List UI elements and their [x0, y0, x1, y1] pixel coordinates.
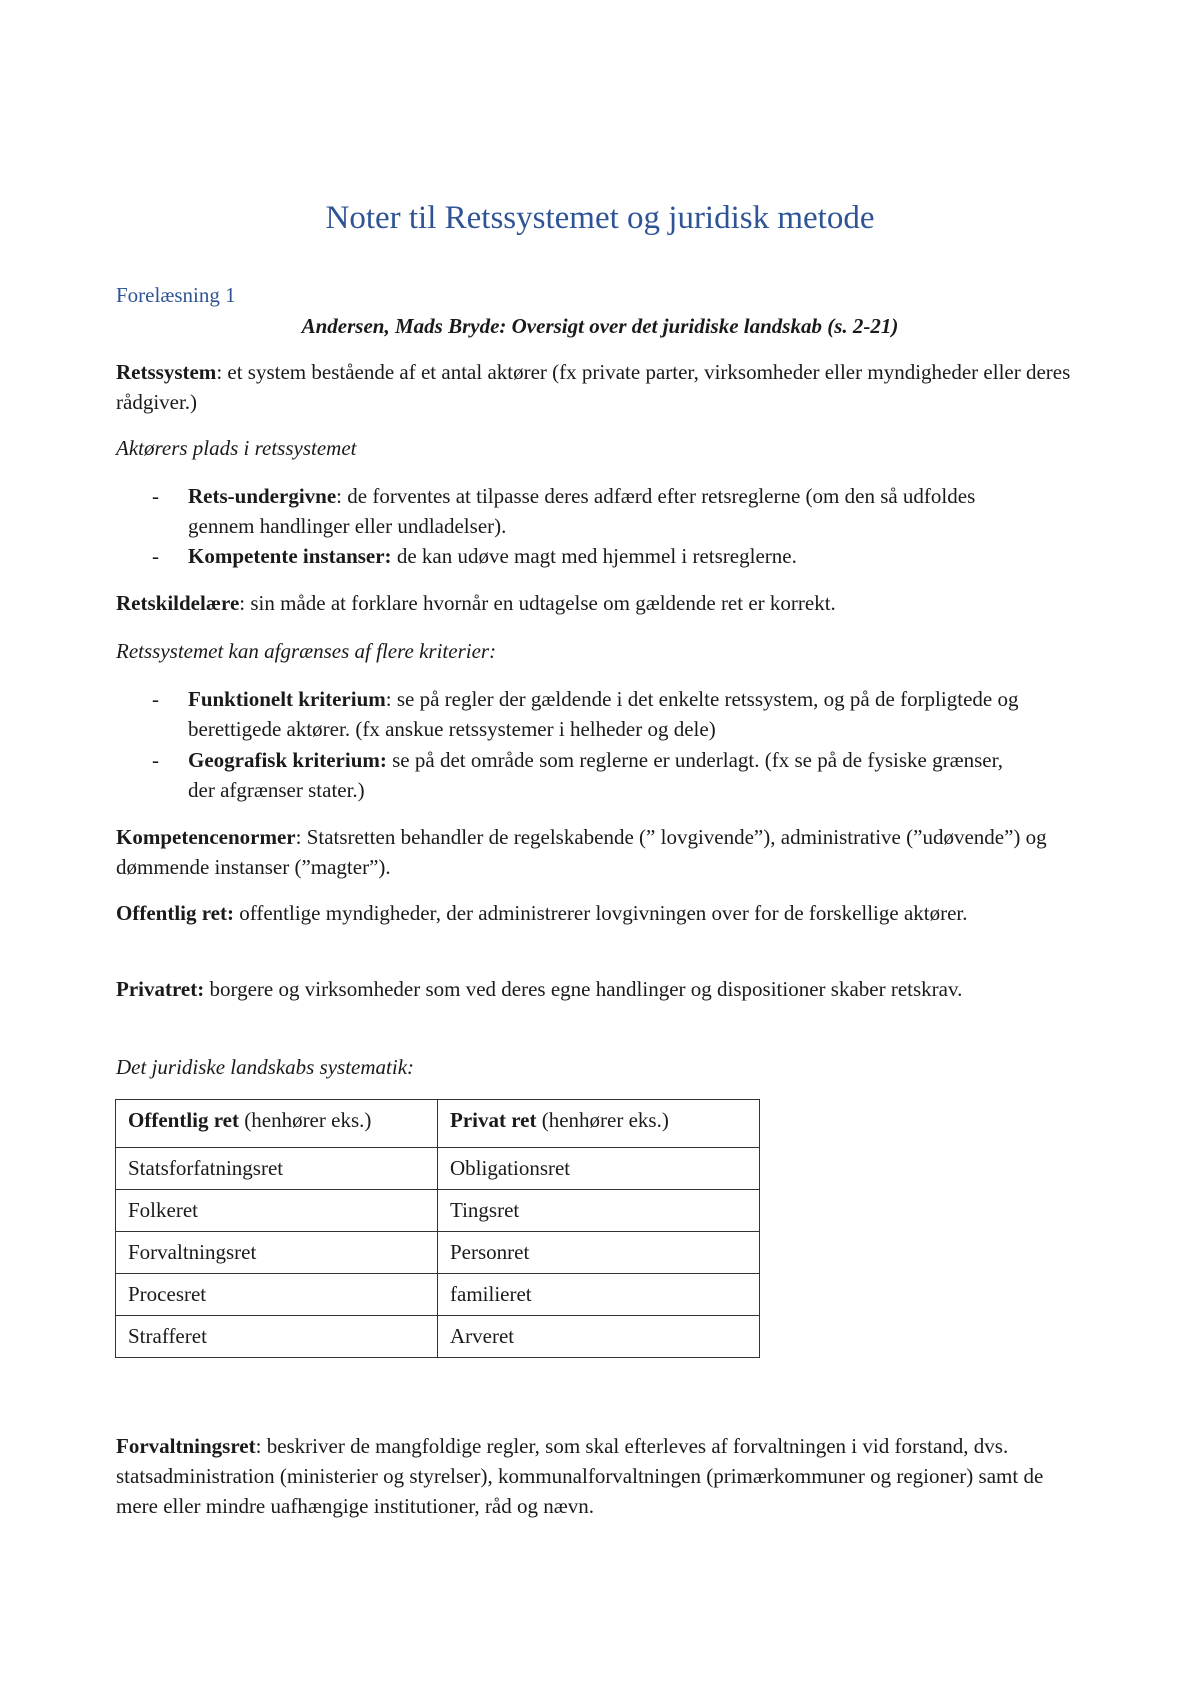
table-row: [116, 1148, 760, 1190]
definition: borgere og virksomheder som ved deres egne handlinger og dispositioner skaber retskrav.: [204, 977, 963, 1001]
definition: se på det område som reglerne er underlagt. (fx se på de fysiske grænser, der afgrænser stater.): [188, 748, 1003, 802]
lecture-heading: Forelæsning 1: [116, 283, 236, 307]
term: Funktionelt kriterium: [188, 687, 386, 711]
table-row: [116, 1316, 760, 1358]
source-reference: Andersen, Mads Bryde: Oversigt over det juridiske landskab (s. 2-21): [301, 314, 899, 338]
term: Kompetencenormer: [116, 825, 296, 849]
paragraph-privatret: [116, 974, 1076, 1004]
table-cell: Arveret: [438, 1316, 760, 1358]
table-cell: Strafferet: [116, 1316, 438, 1358]
document-title: Noter til Retssystemet og juridisk metode: [325, 200, 875, 236]
term: Geografisk kriterium:: [188, 748, 387, 772]
dash-icon: -: [152, 687, 159, 711]
paragraph-retssystem: [116, 357, 1076, 417]
table-cell: familieret: [438, 1274, 760, 1316]
table-row: [116, 1190, 760, 1232]
table-row: [116, 1232, 760, 1274]
definition: : et system bestående af et antal aktører (fx private parter, virksomheder eller myndigheder eller deres rådgiver.): [116, 360, 1071, 414]
term: Offentlig ret:: [116, 901, 234, 925]
term: Retskildelære: [116, 591, 240, 615]
definition: : se på regler der gældende i det enkelte retssystem, og på de forpligtede og berettigede aktører. (fx anskue retssystemer i helheder og dele): [188, 687, 1019, 741]
dash-icon: -: [152, 484, 159, 508]
paragraph-kompetencenormer: [116, 822, 1076, 882]
table-cell: Procesret: [116, 1274, 438, 1316]
table-header-cell: Offentlig ret (henhører eks.): [116, 1100, 438, 1148]
subheading-kriterier: Retssystemet kan afgrænses af flere kriterier:: [116, 639, 497, 663]
table-cell: Statsforfatningsret: [116, 1148, 438, 1190]
definition: de kan udøve magt med hjemmel i retsreglerne.: [391, 544, 797, 568]
definition: : de forventes at tilpasse deres adfærd efter retsreglerne (om den så udfoldes gennem handlinger eller undladelser).: [188, 484, 976, 538]
table-row: [116, 1274, 760, 1316]
table-cell: Folkeret: [116, 1190, 438, 1232]
term: Retssystem: [116, 360, 217, 384]
subheading-systematik: Det juridiske landskabs systematik:: [116, 1055, 415, 1079]
table-header-row: [116, 1100, 760, 1148]
bullet-item: [152, 684, 1032, 744]
term: Rets-undergivne: [188, 484, 337, 508]
paragraph-offentlig-ret: [116, 898, 1076, 928]
law-areas-table: [115, 1099, 760, 1358]
term: Privatret:: [116, 977, 205, 1001]
definition: : sin måde at forklare hvornår en udtagelse om gældende ret er korrekt.: [239, 591, 836, 615]
definition: : Statsretten behandler de regelskabende (” lovgivende”), administrative (”udøvende”) og dømmende instanser (”magter”).: [116, 825, 1047, 879]
bullet-item: [152, 481, 1032, 541]
term: Kompetente instanser:: [188, 544, 392, 568]
paragraph-forvaltningsret: [116, 1431, 1076, 1521]
term: Forvaltningsret: [116, 1434, 256, 1458]
dash-icon: -: [152, 544, 159, 568]
dash-icon: -: [152, 748, 159, 772]
table-cell: Obligationsret: [438, 1148, 760, 1190]
definition: offentlige myndigheder, der administrerer lovgivningen over for de forskellige aktører.: [233, 901, 968, 925]
bullet-item: [152, 745, 1032, 805]
definition: : beskriver de mangfoldige regler, som skal efterleves af forvaltningen i vid forstand, dvs. statsadministration (ministerier og styrelser), kommunalforvaltningen (primærkommuner og regioner) samt de mere eller mindre uafhængige institutioner, råd og nævn.: [116, 1434, 1044, 1518]
bullet-item: [152, 541, 1032, 571]
table-cell: Personret: [438, 1232, 760, 1274]
subheading-aktorer: Aktørers plads i retssystemet: [116, 436, 357, 460]
table-header-cell: Privat ret (henhører eks.): [438, 1100, 760, 1148]
table-cell: Forvaltningsret: [116, 1232, 438, 1274]
table-cell: Tingsret: [438, 1190, 760, 1232]
paragraph-retskildelaere: [116, 588, 1076, 618]
